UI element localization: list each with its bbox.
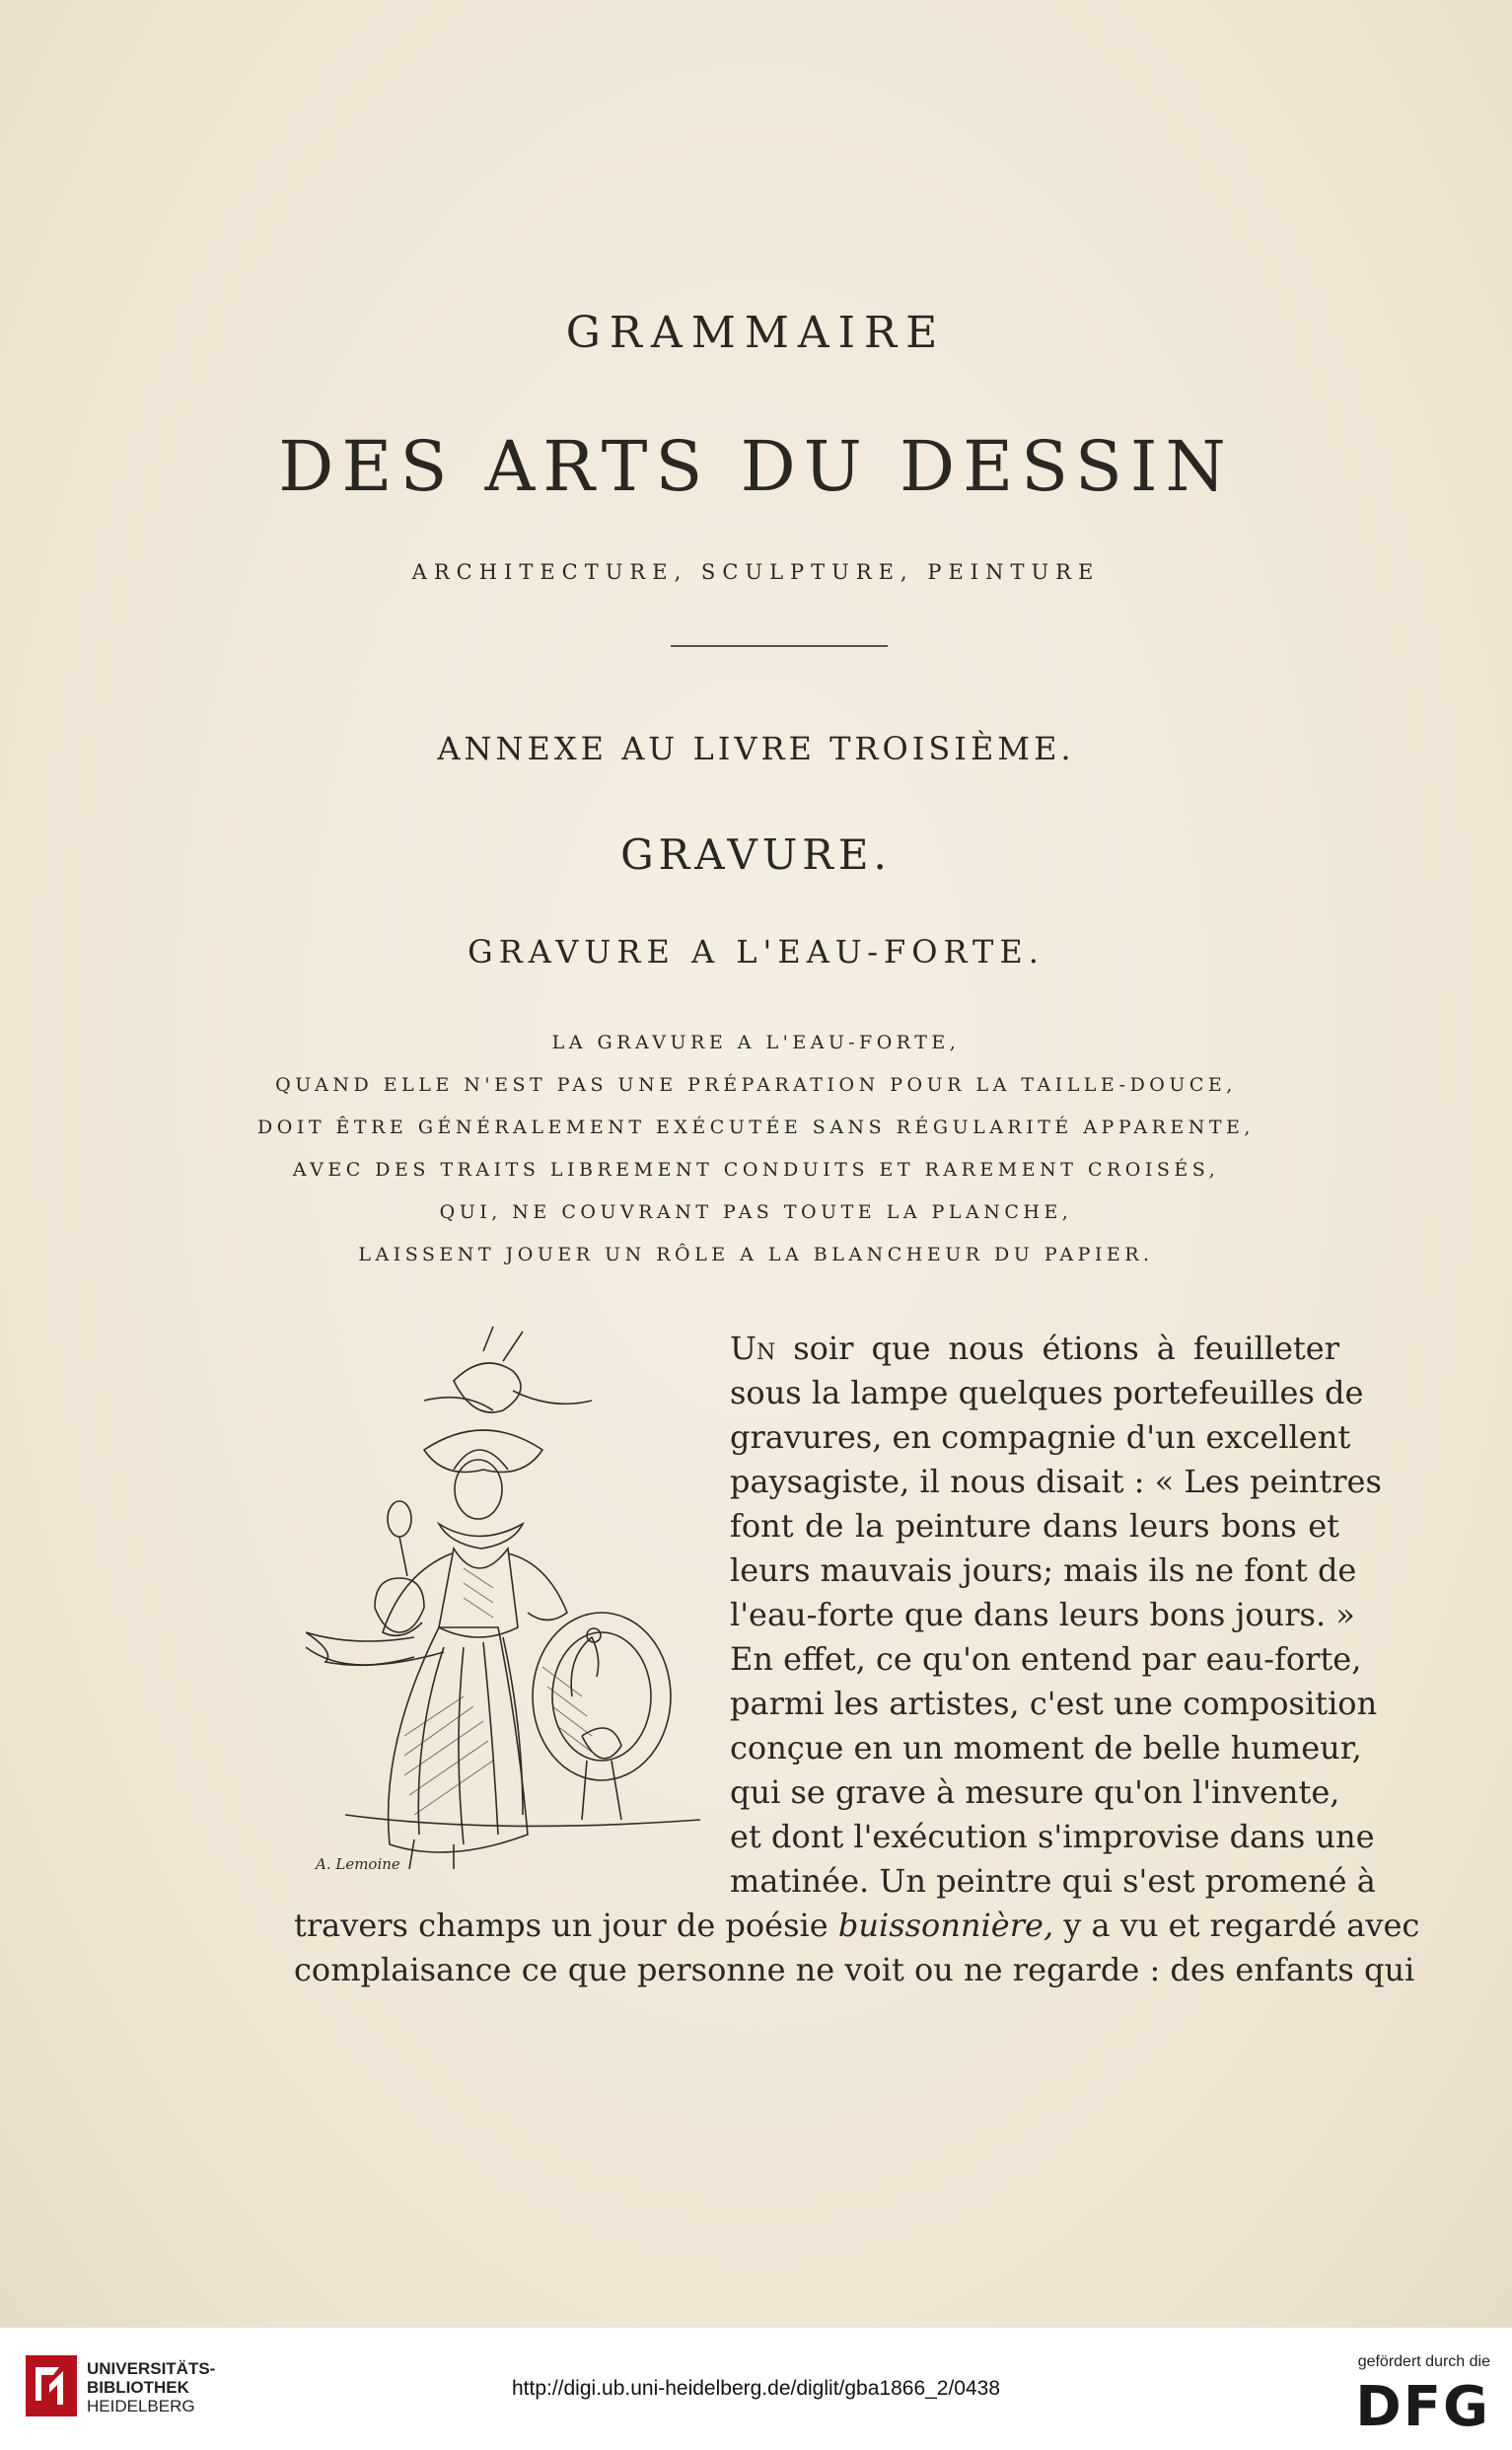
subsection-heading: GRAVURE A L'EAU-FORTE.: [468, 933, 1044, 971]
epigraph-line: QUAND ELLE N'EST PAS UNE PRÉPARATION POUR LA TAILLE-DOUCE,: [275, 1074, 1237, 1096]
body-text: travers champs un jour de poésie: [294, 1907, 828, 1944]
body-line: complaisance ce que personne ne voit ou ne regarde : des enfants qui: [294, 1951, 1415, 1988]
epigraph-line: LAISSENT JOUER UN RÔLE A LA BLANCHEUR DU PAPIER.: [358, 1244, 1154, 1265]
body-line: font de la peinture dans leurs bons et: [730, 1507, 1339, 1545]
title-main: DES ARTS DU DESSIN: [278, 426, 1234, 507]
body-line: gravures, en compagnie d'un excellent: [730, 1418, 1351, 1456]
funding-note: gefördert durch die: [1357, 2353, 1490, 2370]
body-line: [294, 1904, 1420, 1948]
body-line: l'eau-forte que dans leurs bons jours. »: [730, 1596, 1355, 1633]
italic-word: buissonnière,: [837, 1907, 1054, 1944]
epigraph-line: QUI, NE COUVRANT PAS TOUTE LA PLANCHE,: [439, 1201, 1073, 1223]
library-name-line: HEIDELBERG: [87, 2397, 195, 2415]
body-line: leurs mauvais jours; mais ils ne font de: [730, 1551, 1357, 1589]
body-line: En effet, ce qu'on entend par eau-forte,: [730, 1640, 1362, 1678]
annexe-heading: ANNEXE AU LIVRE TROISIÈME.: [437, 730, 1075, 767]
library-name-line: UNIVERSITÄTS-: [87, 2359, 216, 2378]
body-line: qui se grave à mesure qu'on l'invente,: [730, 1773, 1340, 1811]
digitization-footer: [0, 2328, 1512, 2450]
body-line: et dont l'exécution s'improvise dans une: [730, 1818, 1375, 1855]
body-line: sous la lampe quelques portefeuilles de: [730, 1374, 1364, 1411]
dfg-logo: DFG: [1355, 2375, 1490, 2439]
title-subtitle: ARCHITECTURE, SCULPTURE, PEINTURE: [411, 560, 1101, 584]
body-line: conçue en un moment de belle humeur,: [730, 1729, 1362, 1766]
epigraph-line: AVEC DES TRAITS LIBREMENT CONDUITS ET RAREMENT CROISÉS,: [292, 1159, 1220, 1181]
divider-rule: [671, 645, 888, 647]
epigraph-line: DOIT ÊTRE GÉNÉRALEMENT EXÉCUTÉE SANS RÉGULARITÉ APPARENTE,: [257, 1117, 1255, 1138]
section-heading: GRAVURE.: [620, 830, 892, 879]
title-grammaire: GRAMMAIRE: [565, 308, 947, 358]
body-text: y a vu et regardé avec: [1063, 1907, 1420, 1944]
body-line: matinée. Un peintre qui s'est promené à: [730, 1862, 1376, 1900]
body-line: parmi les artistes, c'est une composition: [730, 1685, 1378, 1722]
illustration-signature: A. Lemoine: [316, 1855, 400, 1873]
epigraph-line: LA GRAVURE A L'EAU-FORTE,: [551, 1032, 961, 1053]
body-line: paysagiste, il nous disait : « Les peintres: [730, 1463, 1382, 1500]
library-name-line: BIBLIOTHEK: [87, 2378, 189, 2397]
body-line: [730, 1327, 1339, 1371]
dropcap: Un: [730, 1330, 776, 1367]
permalink-url[interactable]: http://digi.ub.uni-heidelberg.de/diglit/gba1866_2/0438: [511, 2377, 1001, 2400]
engraving-illustration: [306, 1322, 720, 1884]
body-line-first: soir que nous étions à feuilleter: [793, 1330, 1339, 1367]
